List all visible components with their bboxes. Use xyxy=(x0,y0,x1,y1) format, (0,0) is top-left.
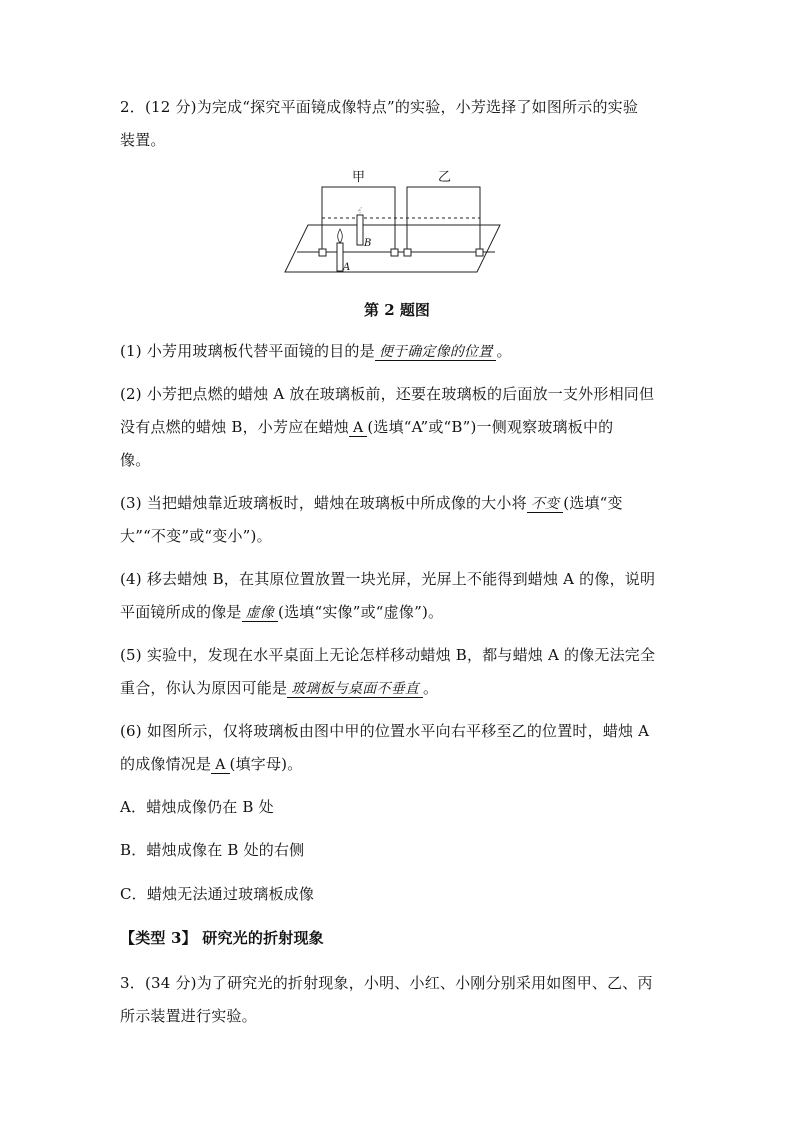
candle-b-wick xyxy=(358,207,362,215)
q2-part1-tail: 。 xyxy=(496,342,512,360)
stand xyxy=(319,249,326,256)
q2-part5-line1: (5) 实验中，发现在水平桌面上无论怎样移动蜡烛 B，都与蜡烛 A 的像无法完全 xyxy=(120,646,656,664)
q2-intro-line2: 装置。 xyxy=(120,131,166,149)
q2-part3-line1 xyxy=(120,493,623,513)
q2-part4-answer: 虚像 xyxy=(242,605,278,622)
q2-part4-tail: (选填“实像”或“虚像”)。 xyxy=(278,603,444,621)
q2-part3-line2: 大”“不变”或“变小”)。 xyxy=(120,527,272,545)
option-a: A．蜡烛成像仍在 B 处 xyxy=(120,798,274,816)
label-b: B xyxy=(364,238,372,249)
q3-line1: 3．(34 分)为了研究光的折射现象，小明、小红、小刚分别采用如图甲、乙、丙 xyxy=(120,974,653,992)
q2-part3-tail: (选填“变 xyxy=(563,494,623,512)
glass-frame-yi xyxy=(407,187,480,252)
q2-part5-line2 xyxy=(120,678,438,698)
figure-caption: 第 2 题图 xyxy=(364,301,430,319)
candle-a-flame xyxy=(338,229,343,243)
q2-part6-tail: (填字母)。 xyxy=(229,755,303,773)
q2-part6-line2 xyxy=(120,754,302,774)
q2-part6-text: 的成像情况是 xyxy=(120,755,212,773)
q2-part5-text: 重合，你认为原因可能是 xyxy=(120,679,288,697)
q2-part2-line1: (2) 小芳把点燃的蜡烛 A 放在玻璃板前，还要在玻璃板的后面放一支外形相同但 xyxy=(120,385,655,403)
q2-part4-line1: (4) 移去蜡烛 B，在其原位置放置一块光屏，光屏上不能得到蜡烛 A 的像，说明 xyxy=(120,570,656,588)
q2-part2-text: 没有点燃的蜡烛 B，小芳应在蜡烛 xyxy=(120,418,349,436)
option-c: C．蜡烛无法通过玻璃板成像 xyxy=(120,885,315,903)
q3-line2: 所示装置进行实验。 xyxy=(120,1007,257,1025)
label-a: A xyxy=(343,262,351,273)
q2-part1 xyxy=(120,341,512,361)
option-b: B．蜡烛成像在 B 处的右侧 xyxy=(120,841,305,859)
q2-part4-text: 平面镜所成的像是 xyxy=(120,603,242,621)
candle-b xyxy=(357,215,363,245)
q2-part1-answer: 便于确定像的位置 xyxy=(375,344,497,361)
section-heading: 【类型 3】 研究光的折射现象 xyxy=(120,929,324,947)
stand xyxy=(404,249,411,256)
q2-part2-line3: 像。 xyxy=(120,451,151,469)
stand xyxy=(476,249,483,256)
q2-part2-line2 xyxy=(120,417,613,437)
q2-part5-answer: 玻璃板与桌面不垂直 xyxy=(287,681,423,698)
q2-part4-line2 xyxy=(120,602,443,622)
mirror-experiment-figure xyxy=(0,165,794,285)
q2-part2-tail: (选填“A”或“B”)一侧观察玻璃板中的 xyxy=(367,418,614,436)
q2-part5-tail: 。 xyxy=(423,679,439,697)
q2-part6-answer: A xyxy=(211,757,229,774)
q2-part6-line1: (6) 如图所示，仅将玻璃板由图中甲的位置水平向右平移至乙的位置时，蜡烛 A xyxy=(120,722,650,740)
q2-part1-text: (1) 小芳用玻璃板代替平面镜的目的是 xyxy=(120,342,375,360)
stand xyxy=(391,249,398,256)
q2-part3-answer: 不变 xyxy=(527,496,563,513)
q2-part3-text: (3) 当把蜡烛靠近玻璃板时，蜡烛在玻璃板中所成像的大小将 xyxy=(120,494,527,512)
q2-intro-line1: 2．(12 分)为完成“探究平面镜成像特点”的实验，小芳选择了如图所示的实验 xyxy=(120,98,639,116)
label-jia: 甲 xyxy=(352,170,366,185)
label-yi: 乙 xyxy=(438,170,452,185)
q2-part2-answer: A xyxy=(349,420,367,437)
